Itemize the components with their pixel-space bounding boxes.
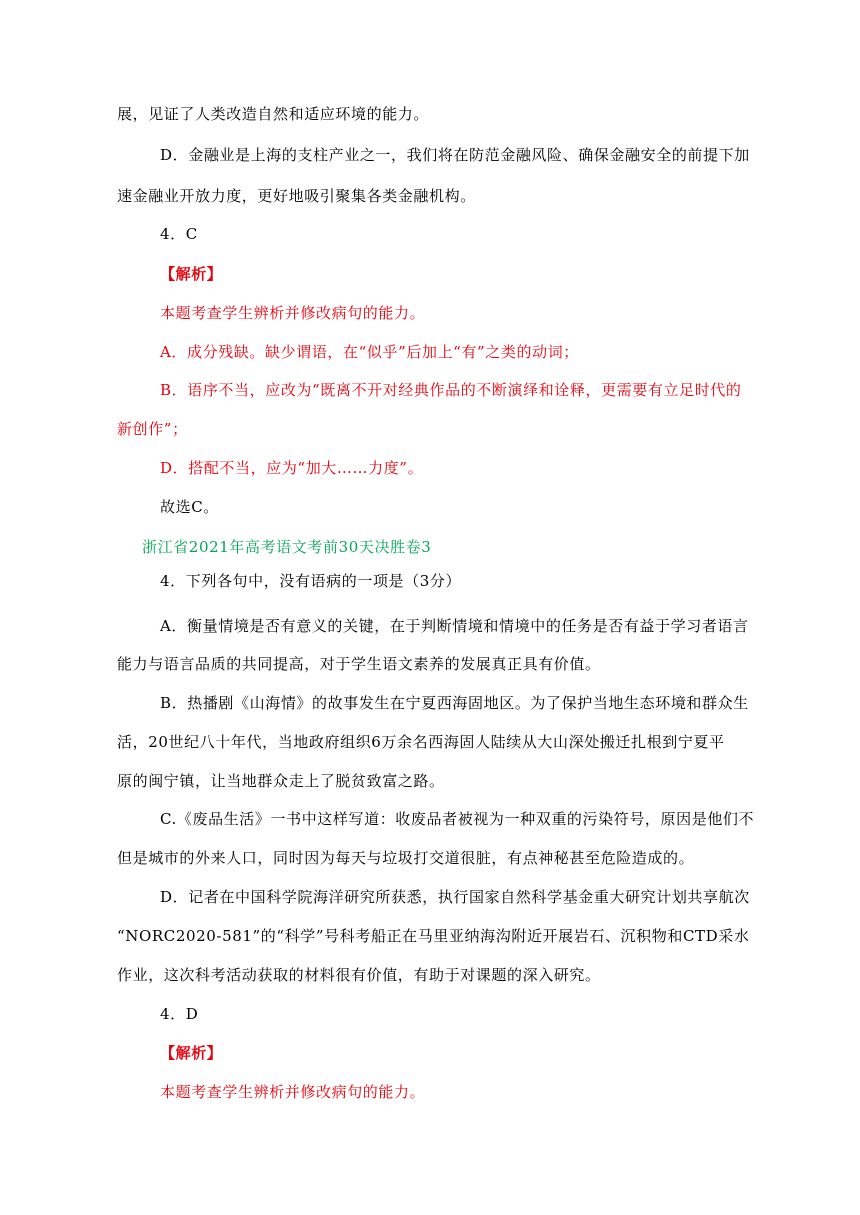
analysis-line: A．成分残缺。缺少谓语，在“似乎”后加上“有”之类的动词； xyxy=(160,343,579,361)
paragraph-line: 展，见证了人类改造自然和适应环境的能力。 xyxy=(117,105,430,123)
analysis-line: B．语序不当，应改为“既离不开对经典作品的不断演绎和诠释，更需要有立足时代的 xyxy=(160,381,742,399)
analysis-line: 本题考查学生辨析并修改病句的能力。 xyxy=(160,304,426,322)
question-stem: 4．下列各句中，没有语病的一项是（3分） xyxy=(160,572,462,590)
answer-label: 4．C xyxy=(160,225,198,243)
option-line: B．热播剧《山海情》的故事发生在宁夏西海固地区。为了保护当地生态环境和群众生 xyxy=(160,694,749,712)
option-line: A．衡量情境是否有意义的关键，在于判断情境和情境中的任务是否有益于学习者语言 xyxy=(160,617,749,635)
option-line: 活，20世纪八十年代，当地政府组织6万余名西海固人陆续从大山深处搬迁扎根到宁夏平 xyxy=(117,733,725,751)
analysis-heading: 【解析】 xyxy=(160,1044,223,1062)
option-line: D．记者在中国科学院海洋研究所获悉，执行国家自然科学基金重大研究计划共享航次 xyxy=(160,888,750,906)
option-line: 作业，这次科考活动获取的材料很有价值，有助于对课题的深入研究。 xyxy=(117,966,601,984)
analysis-line: D．搭配不当，应为“加大……力度”。 xyxy=(160,459,424,477)
analysis-line: 新创作”； xyxy=(117,420,188,438)
analysis-line: 本题考查学生辨析并修改病句的能力。 xyxy=(160,1083,426,1101)
paragraph-line: D．金融业是上海的支柱产业之一，我们将在防范金融风险、确保金融安全的前提下加 xyxy=(160,146,750,164)
option-line: 能力与语言品质的共同提高，对于学生语文素养的发展真正具有价值。 xyxy=(117,655,601,673)
analysis-heading: 【解析】 xyxy=(160,265,223,283)
answer-label: 4．D xyxy=(160,1005,199,1023)
option-line: 但是城市的外来人口，同时因为每天与垃圾打交道很脏，有点神秘甚至危险造成的。 xyxy=(117,849,695,867)
conclusion-line: 故选C。 xyxy=(160,498,219,516)
option-line: C.《废品生活》一书中这样写道：收废品者被视为一种双重的污染符号，原因是他们不 xyxy=(160,810,755,828)
option-line: “NORC2020-581”的“科学”号科考船正在马里亚纳海沟附近开展岩石、沉积物和CTD采水 xyxy=(117,927,750,945)
paragraph-line: 速金融业开放力度，更好地吸引聚集各类金融机构。 xyxy=(117,187,476,205)
source-link[interactable]: 浙江省2021年高考语文考前30天决胜卷3 xyxy=(142,538,432,556)
option-line: 原的闽宁镇，让当地群众走上了脱贫致富之路。 xyxy=(117,772,445,790)
